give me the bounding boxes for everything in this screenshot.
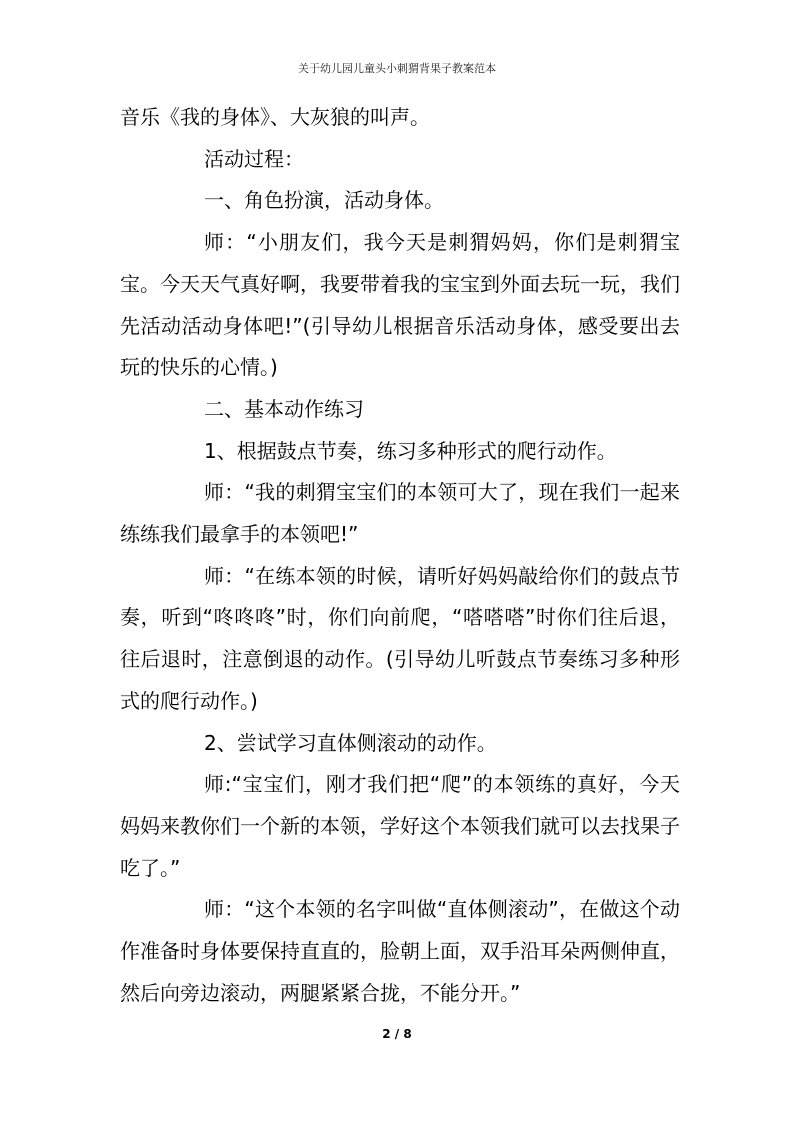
paragraph-teacher-new-skill: 师:“宝宝们，刚才我们把“爬”的本领练的真好，今天妈妈来教你们一个新的本领，学好这个本领我们就可以去找果子吃了。” [120, 772, 680, 880]
paragraph-teacher-drum: 师：“在练本领的时候，请听好妈妈敲给你们的鼓点节奏，听到“咚咚咚”时，你们向前爬，“嗒嗒嗒”时你们往后退，往后退时，注意倒退的动作。(引导幼儿听鼓点节奏练习多种形式的爬行动作。) [120, 563, 680, 713]
paragraph-teacher-skills: 师：“我的刺猬宝宝们的本领可大了，现在我们一起来练练我们最拿手的本领吧!” [120, 480, 680, 547]
paragraph-process-heading: 活动过程： [204, 146, 304, 171]
paragraph-teacher-intro: 师：“小朋友们，我今天是刺猬妈妈，你们是刺猬宝宝。今天天气真好啊，我要带着我的宝宝到外面去玩一玩，我们先活动活动身体吧!”(引导幼儿根据音乐活动身体，感受要出去玩的快乐的心情。) [120, 230, 680, 380]
paragraph-section-one: 一、角色扮演，活动身体。 [204, 188, 444, 213]
paragraph-step-one: 1、根据鼓点节奏，练习多种形式的爬行动作。 [204, 438, 617, 463]
paragraph-materials: 音乐《我的身体》、大灰狼的叫声。 [120, 105, 430, 129]
page-header: 关于幼儿园儿童头小刺猬背果子教案范本 [298, 62, 496, 75]
paragraph-section-two: 二、基本动作练习 [204, 396, 364, 421]
paragraph-step-two: 2、尝试学习直体侧滚动的动作。 [204, 730, 497, 755]
document-body [120, 97, 680, 1014]
page-number: 2 / 8 [382, 1027, 412, 1041]
paragraph-teacher-roll: 师：“这个本领的名字叫做“直体侧滚动”，在做这个动作准备时身体要保持直直的，脸朝上面，双手沿耳朵两侧伸直，然后向旁边滚动，两腿紧紧合拢，不能分开。” [120, 897, 680, 1005]
